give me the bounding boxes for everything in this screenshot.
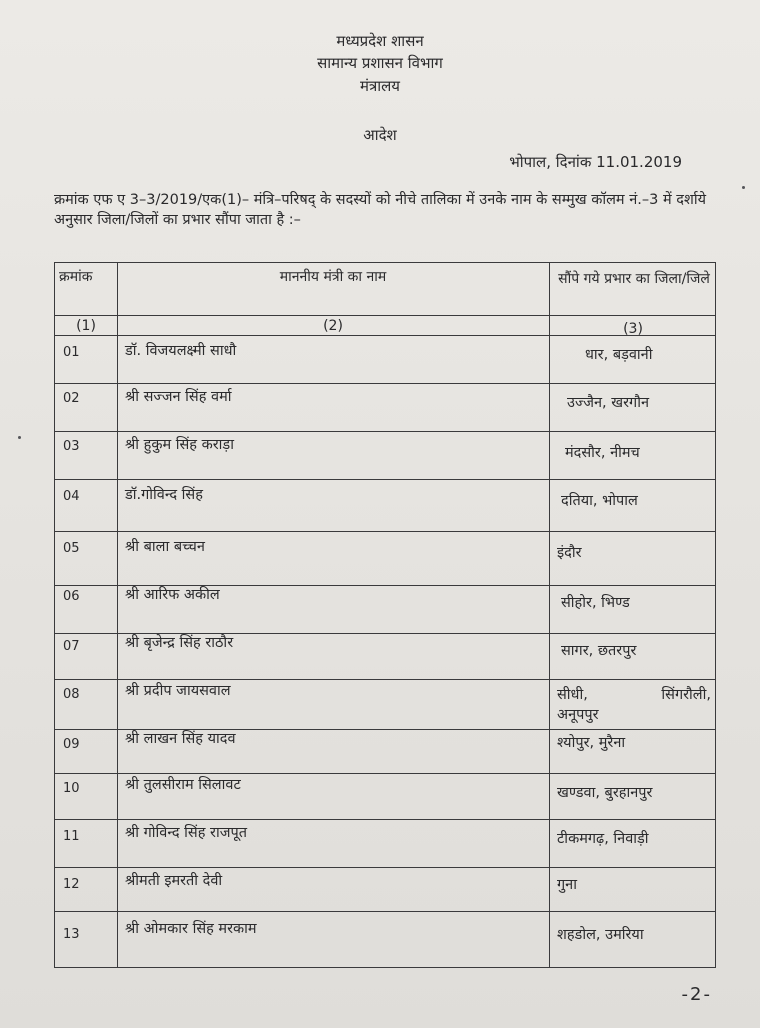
row-minister-name: श्री प्रदीप जायसवाल [125, 683, 231, 699]
row-serial: 13 [63, 927, 80, 942]
minister-district-table [54, 262, 716, 968]
column-divider [549, 263, 550, 967]
row-minister-name: श्रीमती इमरती देवी [125, 873, 223, 889]
row-minister-name: श्री आरिफ अकील [125, 587, 220, 603]
row-serial: 02 [63, 391, 80, 406]
row-districts: सागर, छतरपुर [561, 643, 637, 659]
row-minister-name: श्री लाखन सिंह यादव [125, 731, 236, 747]
paper-speck [18, 436, 21, 439]
row-divider [55, 679, 715, 680]
row-districts: खण्डवा, बुरहानपुर [557, 785, 653, 801]
row-minister-name: श्री हुकुम सिंह कराड़ा [125, 437, 234, 453]
header-government: मध्यप्रदेश शासन [336, 32, 424, 50]
row-minister-name: डॉ. विजयलक्ष्मी साधौ [125, 343, 237, 359]
row-districts: मंदसौर, नीमच [565, 445, 640, 461]
column-number-2: (2) [323, 318, 343, 334]
row-districts: धार, बड़वानी [585, 347, 653, 363]
row-districts: शहडोल, उमरिया [557, 927, 644, 943]
row-minister-name: डॉ.गोविन्द सिंह [125, 487, 203, 503]
row-serial: 06 [63, 589, 80, 604]
header-serial: क्रमांक [59, 269, 93, 285]
row-serial: 07 [63, 639, 80, 654]
row-divider [55, 867, 715, 868]
row-serial: 03 [63, 439, 80, 454]
row-divider [55, 383, 715, 384]
row-districts: टीकमगढ़, निवाड़ी [557, 831, 649, 847]
header-department: सामान्य प्रशासन विभाग [317, 54, 443, 72]
column-divider [117, 263, 118, 967]
row-serial: 04 [63, 489, 80, 504]
row-minister-name: श्री बाला बच्चन [125, 539, 205, 555]
row-divider [55, 911, 715, 912]
row-divider [55, 531, 715, 532]
row-divider [55, 431, 715, 432]
row-districts: श्योपुर, मुरैना [557, 735, 626, 751]
row-serial: 12 [63, 877, 80, 892]
row-serial: 09 [63, 737, 80, 752]
row-divider [55, 479, 715, 480]
row-districts: गुना [557, 877, 577, 893]
row-districts: इंदौर [557, 545, 582, 561]
column-number-1: (1) [76, 318, 96, 334]
row-districts: सीधी, सिंगरौली, अनूपपुर [557, 687, 711, 723]
row-serial: 01 [63, 345, 80, 360]
row-districts: सीहोर, भिण्ड [561, 595, 630, 611]
header-ministry: मंत्रालय [359, 77, 400, 95]
row-districts: उज्जैन, खरगौन [567, 395, 650, 411]
place-date: भोपाल, दिनांक 11.01.2019 [509, 153, 682, 171]
row-districts: दतिया, भोपाल [561, 493, 638, 509]
row-divider [55, 819, 715, 820]
row-divider [55, 773, 715, 774]
order-paragraph: क्रमांक एफ ए 3–3/2019/एक(1)– मंत्रि–परिषद् के सदस्यों को नीचे तालिका में उनके नाम के सम्मुख कॉलम नं.–3 में दर्शाये अनुसार जिला/जिलों का प्रभार सौंपा जाता है :– [54, 192, 706, 228]
row-serial: 05 [63, 541, 80, 556]
page-number: -2- [681, 984, 712, 1005]
column-number-3: (3) [623, 321, 643, 337]
row-minister-name: श्री गोविन्द सिंह राजपूत [125, 825, 247, 841]
header-minister-name: माननीय मंत्री का नाम [279, 269, 387, 285]
row-divider [55, 335, 715, 336]
row-serial: 11 [63, 829, 80, 844]
paper-speck [742, 186, 745, 189]
row-serial: 08 [63, 687, 80, 702]
row-minister-name: श्री तुलसीराम सिलावट [125, 777, 241, 793]
row-minister-name: श्री सज्जन सिंह वर्मा [125, 389, 232, 405]
order-title: आदेश [363, 126, 397, 144]
row-minister-name: श्री ओमकार सिंह मरकाम [125, 921, 257, 937]
row-minister-name: श्री बृजेन्द्र सिंह राठौर [125, 635, 234, 651]
row-serial: 10 [63, 781, 80, 796]
header-districts: सौंपे गये प्रभार का जिला/जिले [558, 271, 710, 287]
